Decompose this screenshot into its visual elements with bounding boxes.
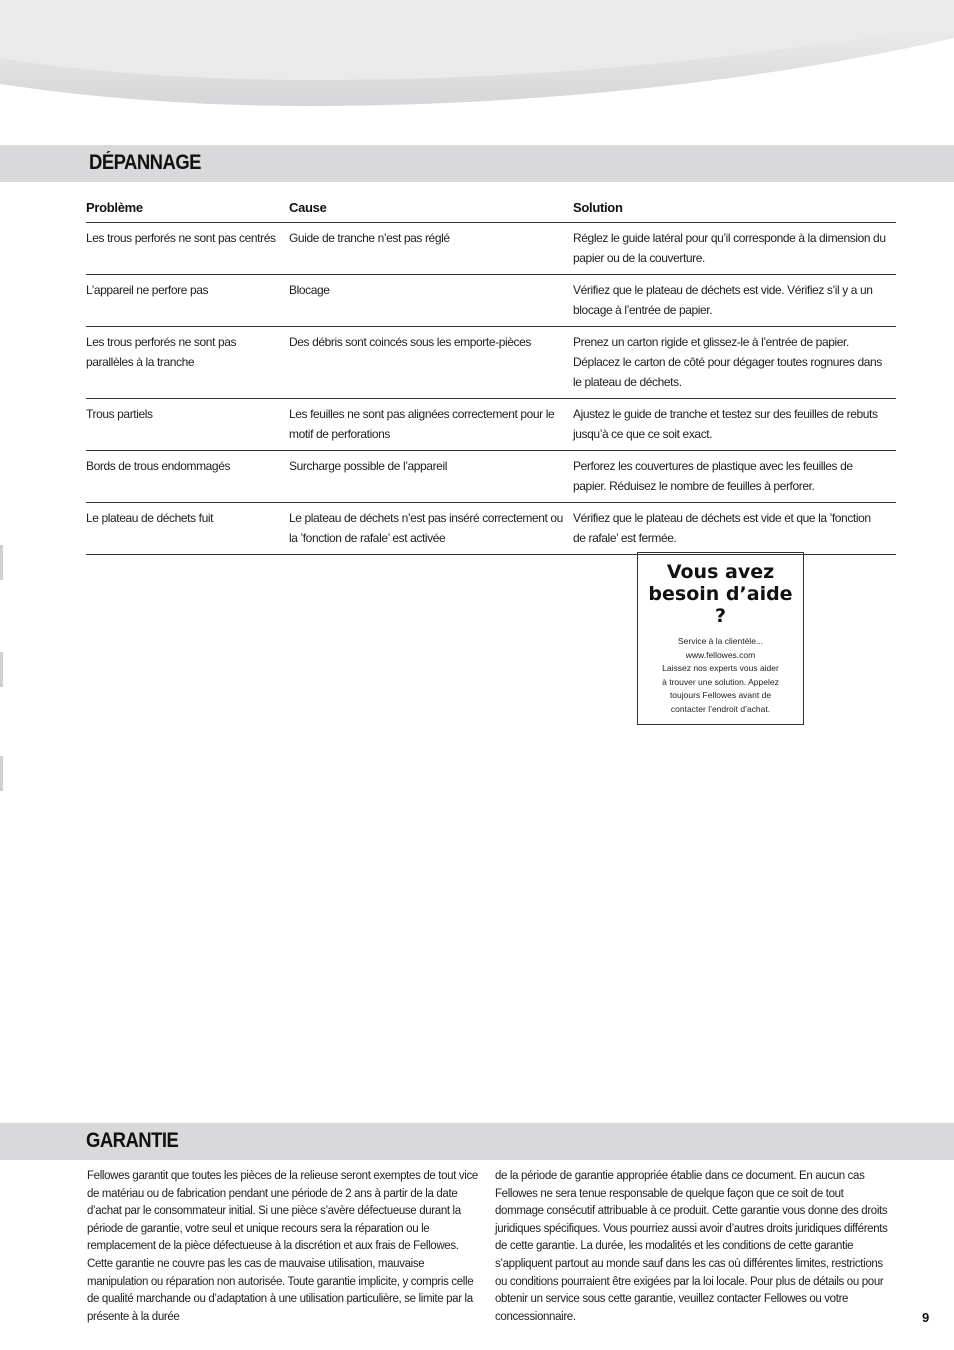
help-line: à trouver une solution. Appelez [662,676,779,687]
help-box-body [644,635,797,716]
warranty-title: GARANTIE [86,1129,179,1152]
cell-problem: Le plateau de déchets fuit [86,503,289,555]
help-box-title: Vous avez besoin d’aide ? [648,561,793,627]
column-header-cause: Cause [289,196,573,223]
margin-mark [0,545,3,580]
troubleshooting-header-band [0,145,954,182]
cell-solution: Réglez le guide latéral pour qu’il corresponde à la dimension du papier ou de la couverture. [573,223,896,275]
table-row [86,223,896,275]
cell-cause: Des débris sont coincés sous les emporte-pièces [289,327,573,399]
cell-cause: Guide de tranche n’est pas réglé [289,223,573,275]
help-website-link[interactable]: www.fellowes.com [685,649,756,660]
cell-solution: Perforez les couvertures de plastique avec les feuilles de papier. Réduisez le nombre de feuilles à perforer. [573,451,896,503]
table-row [86,327,896,399]
warranty-column-1: Fellowes garantit que toutes les pièces de la relieuse seront exemptes de tout vice de matériau ou de fabrication pendant une période de 2 ans à partir de la date d’achat par le consommateur initial. Si une pièce s’avère défectueuse durant la période de garantie, votre seul et unique recours sera la réparation ou le remplacement de la pièce défectueuse à la discrétion et aux frais de Fellowes. Cette garantie ne couvre pas les cas de mauvaise utilisation, mauvaise manipulation ou réparation non autorisée. Toute garantie implicite, y compris celle de qualité marchande ou d’adaptation à une utilisation particulière, se limite par la présente à la durée [87,1170,478,1323]
table-row [86,275,896,327]
margin-mark [0,756,3,791]
help-line: contacter l’endroit d’achat. [670,703,771,714]
table-row [86,399,896,451]
header-swoosh-decoration [0,0,954,115]
warranty-header-band [0,1123,954,1160]
cell-solution: Vérifiez que le plateau de déchets est vide. Vérifiez s’il y a un blocage à l’entrée de papier. [573,275,896,327]
table-header-row [86,196,896,223]
cell-cause: Surcharge possible de l’appareil [289,451,573,503]
help-line: toujours Fellowes avant de [669,690,772,700]
troubleshooting-table [86,196,896,555]
cell-solution: Prenez un carton rigide et glissez-le à l’entrée de papier. Déplacez le carton de côté pour dégager toutes rognures dans le plateau de déchets. [573,327,896,399]
warranty-column-2: de la période de garantie appropriée établie dans ce document. En aucun cas Fellowes ne sera tenue responsable de quelque façon que ce soit de tout dommage consécutif attribuable à ce produit. Cette garantie vous donne des droits juridiques spécifiques. Vous pourriez aussi avoir d’autres droits juridiques différents de cette garantie. La durée, les modalités et les conditions de cette garantie s’appliquent partout au monde sauf dans les cas où différentes limites, restrictions ou conditions pourraient être exigées par la loi locale. Pour plus de détails ou pour obtenir un service sous cette garantie, veuillez contacter Fellowes ou votre concessionnaire. [495,1170,888,1323]
cell-problem: Les trous perforés ne sont pas parallèles à la tranche [86,327,289,399]
help-box [637,552,804,725]
help-line: Service à la clientèle... [677,636,764,646]
cell-cause: Les feuilles ne sont pas alignées correctement pour le motif de perforations [289,399,573,451]
column-header-solution: Solution [573,196,896,223]
cell-problem: Les trous perforés ne sont pas centrés [86,223,289,275]
page-number: 9 [922,1310,930,1325]
column-header-problem: Problème [86,196,289,223]
troubleshooting-title: DÉPANNAGE [89,151,201,174]
cell-cause: Blocage [289,275,573,327]
cell-problem: L’appareil ne perfore pas [86,275,289,327]
cell-solution: Vérifiez que le plateau de déchets est vide et que la ’fonction de rafale’ est fermée. [573,503,896,555]
cell-cause: Le plateau de déchets n’est pas inséré correctement ou la ’fonction de rafale’ est activée [289,503,573,555]
cell-problem: Bords de trous endommagés [86,451,289,503]
cell-problem: Trous partiels [86,399,289,451]
margin-mark [0,652,3,687]
table-row [86,503,896,555]
help-line: Laissez nos experts vous aider [662,663,779,673]
table-row [86,451,896,503]
cell-solution: Ajustez le guide de tranche et testez sur des feuilles de rebuts jusqu’à ce que ce soit exact. [573,399,896,451]
